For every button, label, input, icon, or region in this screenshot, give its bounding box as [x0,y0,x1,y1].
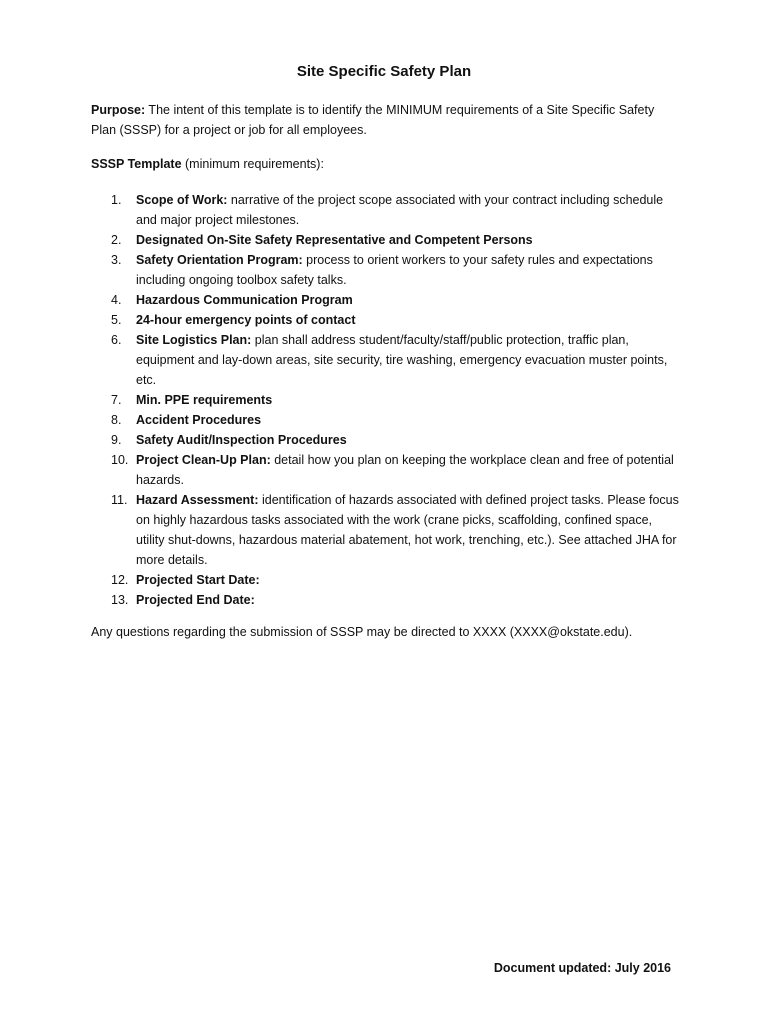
list-item-label: Project Clean-Up Plan: [136,453,271,467]
list-item-label: Min. PPE requirements [136,393,273,407]
list-item-text: plan shall address student/faculty/staff/public protection, traffic plan, equipment and lay-down areas, site security, tire washing, emergency evacuation muster points, etc. [136,333,668,387]
purpose-paragraph [91,100,681,140]
list-item-number: 7. [111,393,122,407]
document-updated: Document updated: July 2016 [493,961,671,975]
list-item [91,290,681,310]
list-item [91,490,681,570]
list-item-number: 12. [111,573,129,587]
template-heading [91,154,681,174]
list-item-number: 10. [111,453,129,467]
list-item [91,190,681,230]
list-item-label: Projected End Date: [136,593,255,607]
list-item [91,250,681,290]
page-title: Site Specific Safety Plan [296,63,472,80]
list-item-label: Hazardous Communication Program [136,293,353,307]
list-item-text: identification of hazards associated with defined project tasks. Please focus on highly hazardous tasks associated with the work (crane picks, scaffolding, confined space, utility shut-downs, hazardous material abatement, hot work, trenching, etc.). See attached JHA for more details. [136,493,679,567]
purpose-label: Purpose: [91,103,146,117]
list-item-label: Hazard Assessment: [136,493,259,507]
requirements-list [91,190,681,610]
list-item-number: 13. [111,593,129,607]
list-item [91,450,681,490]
list-item-text: process to orient workers to your safety rules and expectations including ongoing toolbox safety talks. [136,253,653,287]
list-item-number: 5. [111,313,122,327]
list-item [91,330,681,390]
list-item-number: 11. [111,493,128,507]
list-item-label: Projected Start Date: [136,573,260,587]
list-item-label: Scope of Work: [136,193,228,207]
list-item [91,570,681,590]
list-item-number: 4. [111,293,122,307]
list-item-label: Safety Audit/Inspection Procedures [136,433,347,447]
list-item-number: 8. [111,413,122,427]
list-item [91,430,681,450]
list-item [91,410,681,430]
list-item-text: detail how you plan on keeping the workplace clean and free of potential hazards. [136,453,674,487]
list-item-label: 24-hour emergency points of contact [136,313,356,327]
template-heading-text: (minimum requirements): [181,157,324,171]
template-heading-label: SSSP Template [91,157,182,171]
list-item-text: narrative of the project scope associated with your contract including schedule and major project milestones. [136,193,664,227]
purpose-text: The intent of this template is to identify the MINIMUM requirements of a Site Specific Safety Plan (SSSP) for a project or job for all employees. [91,103,655,137]
list-item-number: 3. [111,253,122,267]
list-item-number: 1. [111,193,122,207]
list-item-label: Accident Procedures [136,413,262,427]
list-item-label: Safety Orientation Program: [136,253,303,267]
list-item [91,590,681,610]
list-item-number: 9. [111,433,122,447]
list-item-number: 2. [111,233,122,247]
list-item-label: Designated On-Site Safety Representative and Competent Persons [136,233,533,247]
list-item [91,230,681,250]
list-item [91,390,681,410]
list-item-label: Site Logistics Plan: [136,333,252,347]
list-item-number: 6. [111,333,122,347]
contact-line: Any questions regarding the submission of SSSP may be directed to XXXX (XXXX@okstate.edu). [91,625,633,639]
list-item [91,310,681,330]
